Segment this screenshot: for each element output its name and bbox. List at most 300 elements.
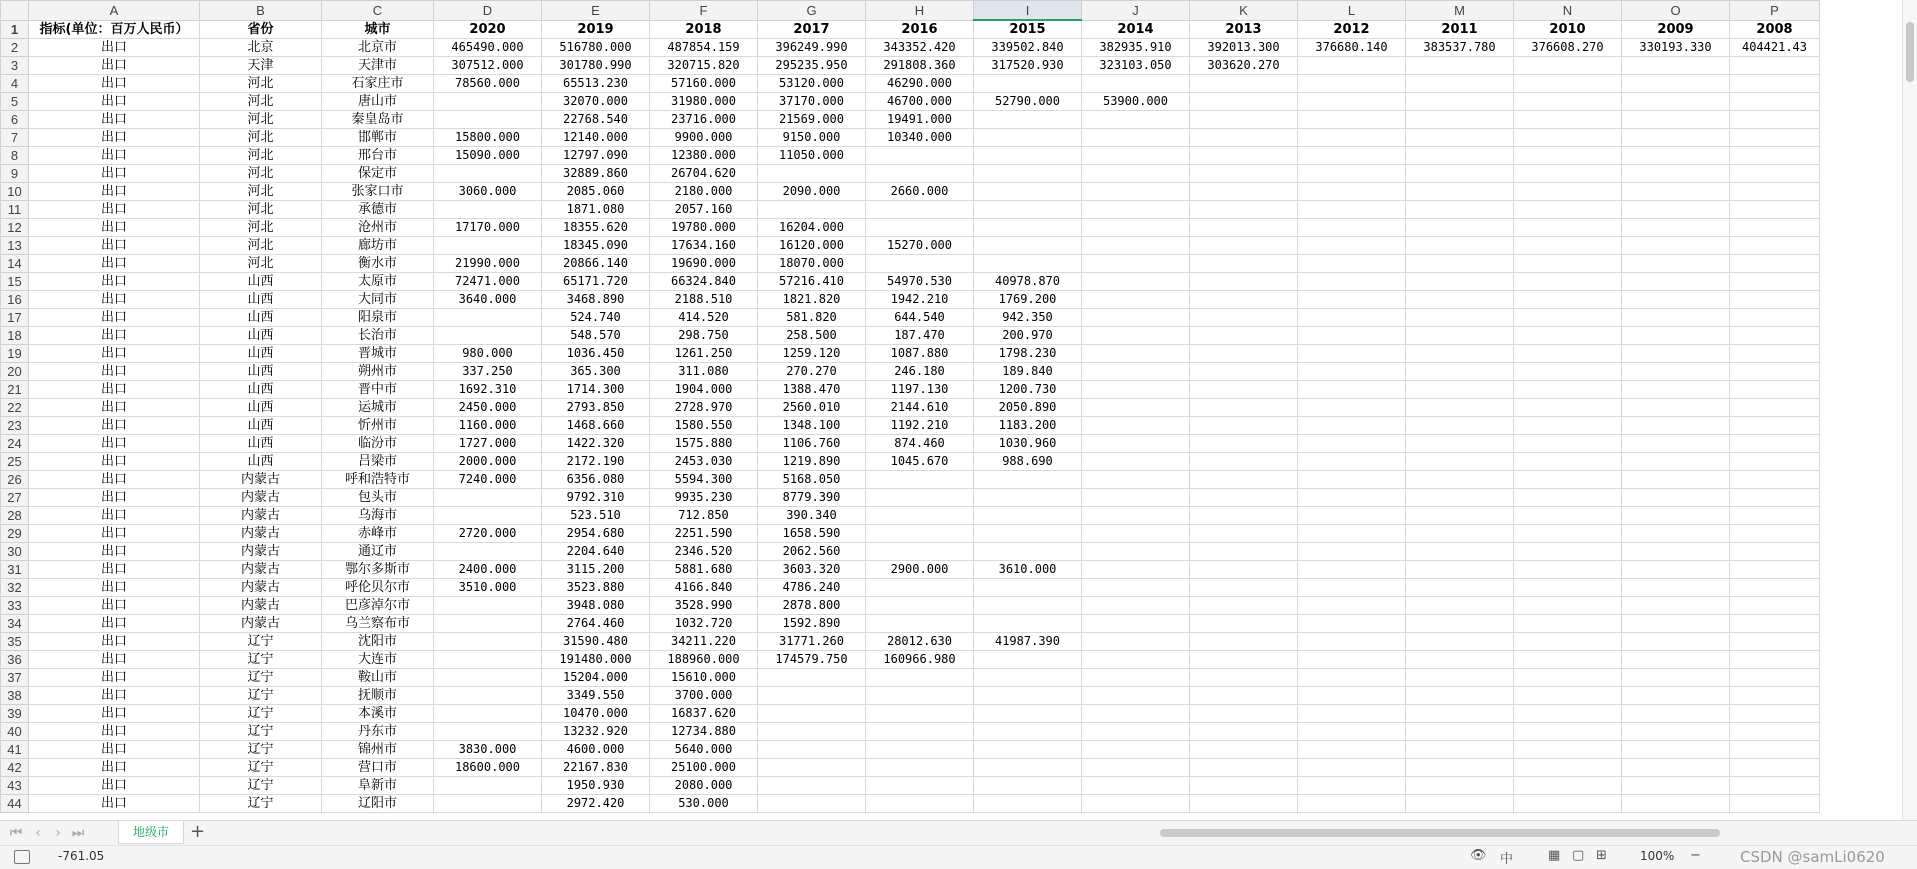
cell-m43[interactable] bbox=[1406, 777, 1514, 795]
cell-n14[interactable] bbox=[1514, 255, 1622, 273]
cell-e34[interactable]: 2764.460 bbox=[542, 615, 650, 633]
cell-a30[interactable]: 出口 bbox=[29, 543, 200, 561]
cell-o15[interactable] bbox=[1622, 273, 1730, 291]
cell-j5[interactable]: 53900.000 bbox=[1082, 93, 1190, 111]
cell-m28[interactable] bbox=[1406, 507, 1514, 525]
cell-p40[interactable] bbox=[1730, 723, 1820, 741]
cell-p1[interactable]: 2008 bbox=[1730, 20, 1820, 39]
cell-g1[interactable]: 2017 bbox=[758, 20, 866, 39]
cell-e29[interactable]: 2954.680 bbox=[542, 525, 650, 543]
cell-c2[interactable]: 北京市 bbox=[322, 39, 434, 57]
cell-d20[interactable]: 337.250 bbox=[434, 363, 542, 381]
cell-k44[interactable] bbox=[1190, 795, 1298, 813]
cell-o18[interactable] bbox=[1622, 327, 1730, 345]
cell-l6[interactable] bbox=[1298, 111, 1406, 129]
cell-o37[interactable] bbox=[1622, 669, 1730, 687]
cell-g30[interactable]: 2062.560 bbox=[758, 543, 866, 561]
cell-f36[interactable]: 188960.000 bbox=[650, 651, 758, 669]
cell-p34[interactable] bbox=[1730, 615, 1820, 633]
cell-g17[interactable]: 581.820 bbox=[758, 309, 866, 327]
cell-l30[interactable] bbox=[1298, 543, 1406, 561]
cell-e9[interactable]: 32889.860 bbox=[542, 165, 650, 183]
cell-m36[interactable] bbox=[1406, 651, 1514, 669]
cell-g25[interactable]: 1219.890 bbox=[758, 453, 866, 471]
cell-h21[interactable]: 1197.130 bbox=[866, 381, 974, 399]
cell-m32[interactable] bbox=[1406, 579, 1514, 597]
cell-j24[interactable] bbox=[1082, 435, 1190, 453]
cell-o17[interactable] bbox=[1622, 309, 1730, 327]
cell-e20[interactable]: 365.300 bbox=[542, 363, 650, 381]
cell-k12[interactable] bbox=[1190, 219, 1298, 237]
cell-f22[interactable]: 2728.970 bbox=[650, 399, 758, 417]
add-sheet-icon[interactable]: + bbox=[190, 821, 206, 842]
cell-h42[interactable] bbox=[866, 759, 974, 777]
cell-k24[interactable] bbox=[1190, 435, 1298, 453]
cell-o1[interactable]: 2009 bbox=[1622, 20, 1730, 39]
cell-a19[interactable]: 出口 bbox=[29, 345, 200, 363]
cell-g41[interactable] bbox=[758, 741, 866, 759]
cell-h5[interactable]: 46700.000 bbox=[866, 93, 974, 111]
zoom-level[interactable]: 100% bbox=[1640, 849, 1675, 863]
cell-a10[interactable]: 出口 bbox=[29, 183, 200, 201]
row-number[interactable]: 23 bbox=[1, 417, 29, 435]
cell-f24[interactable]: 1575.880 bbox=[650, 435, 758, 453]
cell-e8[interactable]: 12797.090 bbox=[542, 147, 650, 165]
cell-b16[interactable]: 山西 bbox=[200, 291, 322, 309]
cell-g35[interactable]: 31771.260 bbox=[758, 633, 866, 651]
cell-j34[interactable] bbox=[1082, 615, 1190, 633]
cell-g42[interactable] bbox=[758, 759, 866, 777]
cell-h16[interactable]: 1942.210 bbox=[866, 291, 974, 309]
cell-e39[interactable]: 10470.000 bbox=[542, 705, 650, 723]
cell-g38[interactable] bbox=[758, 687, 866, 705]
cell-i20[interactable]: 189.840 bbox=[974, 363, 1082, 381]
cell-k6[interactable] bbox=[1190, 111, 1298, 129]
cell-l34[interactable] bbox=[1298, 615, 1406, 633]
cell-a1[interactable]: 指标(单位：百万人民币） bbox=[29, 20, 200, 39]
cell-j8[interactable] bbox=[1082, 147, 1190, 165]
cell-b32[interactable]: 内蒙古 bbox=[200, 579, 322, 597]
column-header-g[interactable]: G bbox=[758, 1, 866, 21]
cell-f15[interactable]: 66324.840 bbox=[650, 273, 758, 291]
cell-n17[interactable] bbox=[1514, 309, 1622, 327]
cell-m27[interactable] bbox=[1406, 489, 1514, 507]
cell-k7[interactable] bbox=[1190, 129, 1298, 147]
cell-l33[interactable] bbox=[1298, 597, 1406, 615]
cell-o11[interactable] bbox=[1622, 201, 1730, 219]
cell-j39[interactable] bbox=[1082, 705, 1190, 723]
cell-o35[interactable] bbox=[1622, 633, 1730, 651]
cell-a26[interactable]: 出口 bbox=[29, 471, 200, 489]
cell-g23[interactable]: 1348.100 bbox=[758, 417, 866, 435]
cell-a17[interactable]: 出口 bbox=[29, 309, 200, 327]
cell-m41[interactable] bbox=[1406, 741, 1514, 759]
row-number[interactable]: 3 bbox=[1, 57, 29, 75]
cell-o31[interactable] bbox=[1622, 561, 1730, 579]
cell-g3[interactable]: 295235.950 bbox=[758, 57, 866, 75]
cell-n12[interactable] bbox=[1514, 219, 1622, 237]
cell-p11[interactable] bbox=[1730, 201, 1820, 219]
cell-f6[interactable]: 23716.000 bbox=[650, 111, 758, 129]
cell-a27[interactable]: 出口 bbox=[29, 489, 200, 507]
cell-o4[interactable] bbox=[1622, 75, 1730, 93]
cell-i34[interactable] bbox=[974, 615, 1082, 633]
cell-p38[interactable] bbox=[1730, 687, 1820, 705]
cell-g14[interactable]: 18070.000 bbox=[758, 255, 866, 273]
cell-a12[interactable]: 出口 bbox=[29, 219, 200, 237]
cell-f18[interactable]: 298.750 bbox=[650, 327, 758, 345]
cell-p31[interactable] bbox=[1730, 561, 1820, 579]
cell-a32[interactable]: 出口 bbox=[29, 579, 200, 597]
cell-i12[interactable] bbox=[974, 219, 1082, 237]
cell-g36[interactable]: 174579.750 bbox=[758, 651, 866, 669]
cell-b20[interactable]: 山西 bbox=[200, 363, 322, 381]
cell-d5[interactable] bbox=[434, 93, 542, 111]
row-number[interactable]: 36 bbox=[1, 651, 29, 669]
cell-a39[interactable]: 出口 bbox=[29, 705, 200, 723]
cell-j16[interactable] bbox=[1082, 291, 1190, 309]
cell-c15[interactable]: 太原市 bbox=[322, 273, 434, 291]
cell-a4[interactable]: 出口 bbox=[29, 75, 200, 93]
row-number[interactable]: 38 bbox=[1, 687, 29, 705]
cell-g31[interactable]: 3603.320 bbox=[758, 561, 866, 579]
cell-b37[interactable]: 辽宁 bbox=[200, 669, 322, 687]
cell-g43[interactable] bbox=[758, 777, 866, 795]
cell-i31[interactable]: 3610.000 bbox=[974, 561, 1082, 579]
cell-i11[interactable] bbox=[974, 201, 1082, 219]
cell-b40[interactable]: 辽宁 bbox=[200, 723, 322, 741]
cell-g5[interactable]: 37170.000 bbox=[758, 93, 866, 111]
cell-g26[interactable]: 5168.050 bbox=[758, 471, 866, 489]
row-number[interactable]: 10 bbox=[1, 183, 29, 201]
cell-m44[interactable] bbox=[1406, 795, 1514, 813]
cell-k40[interactable] bbox=[1190, 723, 1298, 741]
cell-m33[interactable] bbox=[1406, 597, 1514, 615]
cell-n9[interactable] bbox=[1514, 165, 1622, 183]
cell-l9[interactable] bbox=[1298, 165, 1406, 183]
cell-d7[interactable]: 15800.000 bbox=[434, 129, 542, 147]
cell-d8[interactable]: 15090.000 bbox=[434, 147, 542, 165]
cell-k31[interactable] bbox=[1190, 561, 1298, 579]
cell-b25[interactable]: 山西 bbox=[200, 453, 322, 471]
cell-m23[interactable] bbox=[1406, 417, 1514, 435]
cell-n16[interactable] bbox=[1514, 291, 1622, 309]
cell-b39[interactable]: 辽宁 bbox=[200, 705, 322, 723]
cell-p30[interactable] bbox=[1730, 543, 1820, 561]
cell-b15[interactable]: 山西 bbox=[200, 273, 322, 291]
cell-f30[interactable]: 2346.520 bbox=[650, 543, 758, 561]
cell-n32[interactable] bbox=[1514, 579, 1622, 597]
cell-k41[interactable] bbox=[1190, 741, 1298, 759]
cell-d16[interactable]: 3640.000 bbox=[434, 291, 542, 309]
cell-m22[interactable] bbox=[1406, 399, 1514, 417]
cell-g4[interactable]: 53120.000 bbox=[758, 75, 866, 93]
cell-c1[interactable]: 城市 bbox=[322, 20, 434, 39]
cell-h12[interactable] bbox=[866, 219, 974, 237]
cell-c4[interactable]: 石家庄市 bbox=[322, 75, 434, 93]
cell-b3[interactable]: 天津 bbox=[200, 57, 322, 75]
cell-g33[interactable]: 2878.800 bbox=[758, 597, 866, 615]
cell-f9[interactable]: 26704.620 bbox=[650, 165, 758, 183]
cell-l24[interactable] bbox=[1298, 435, 1406, 453]
cell-m4[interactable] bbox=[1406, 75, 1514, 93]
row-number[interactable]: 1 bbox=[1, 20, 29, 39]
cell-p2[interactable]: 404421.43 bbox=[1730, 39, 1820, 57]
cell-m7[interactable] bbox=[1406, 129, 1514, 147]
cell-e22[interactable]: 2793.850 bbox=[542, 399, 650, 417]
cell-h25[interactable]: 1045.670 bbox=[866, 453, 974, 471]
cell-i18[interactable]: 200.970 bbox=[974, 327, 1082, 345]
cell-f12[interactable]: 19780.000 bbox=[650, 219, 758, 237]
cell-k8[interactable] bbox=[1190, 147, 1298, 165]
cell-c9[interactable]: 保定市 bbox=[322, 165, 434, 183]
cell-l8[interactable] bbox=[1298, 147, 1406, 165]
cell-c39[interactable]: 本溪市 bbox=[322, 705, 434, 723]
cell-k20[interactable] bbox=[1190, 363, 1298, 381]
row-number[interactable]: 42 bbox=[1, 759, 29, 777]
cell-j23[interactable] bbox=[1082, 417, 1190, 435]
cell-g44[interactable] bbox=[758, 795, 866, 813]
cell-a11[interactable]: 出口 bbox=[29, 201, 200, 219]
cell-l21[interactable] bbox=[1298, 381, 1406, 399]
cell-c37[interactable]: 鞍山市 bbox=[322, 669, 434, 687]
cell-n18[interactable] bbox=[1514, 327, 1622, 345]
cell-d9[interactable] bbox=[434, 165, 542, 183]
cell-e38[interactable]: 3349.550 bbox=[542, 687, 650, 705]
cell-n31[interactable] bbox=[1514, 561, 1622, 579]
cell-a14[interactable]: 出口 bbox=[29, 255, 200, 273]
cell-h41[interactable] bbox=[866, 741, 974, 759]
cell-h24[interactable]: 874.460 bbox=[866, 435, 974, 453]
cell-d30[interactable] bbox=[434, 543, 542, 561]
cell-l18[interactable] bbox=[1298, 327, 1406, 345]
cell-l39[interactable] bbox=[1298, 705, 1406, 723]
cell-k30[interactable] bbox=[1190, 543, 1298, 561]
cell-i22[interactable]: 2050.890 bbox=[974, 399, 1082, 417]
cell-m5[interactable] bbox=[1406, 93, 1514, 111]
cell-h40[interactable] bbox=[866, 723, 974, 741]
cell-l31[interactable] bbox=[1298, 561, 1406, 579]
cell-p13[interactable] bbox=[1730, 237, 1820, 255]
cell-b9[interactable]: 河北 bbox=[200, 165, 322, 183]
cell-n39[interactable] bbox=[1514, 705, 1622, 723]
row-number[interactable]: 17 bbox=[1, 309, 29, 327]
cell-e37[interactable]: 15204.000 bbox=[542, 669, 650, 687]
cell-e12[interactable]: 18355.620 bbox=[542, 219, 650, 237]
cell-k26[interactable] bbox=[1190, 471, 1298, 489]
cell-g15[interactable]: 57216.410 bbox=[758, 273, 866, 291]
cell-d6[interactable] bbox=[434, 111, 542, 129]
cell-p3[interactable] bbox=[1730, 57, 1820, 75]
cell-l2[interactable]: 376680.140 bbox=[1298, 39, 1406, 57]
cell-f43[interactable]: 2080.000 bbox=[650, 777, 758, 795]
cell-c25[interactable]: 吕梁市 bbox=[322, 453, 434, 471]
cell-n30[interactable] bbox=[1514, 543, 1622, 561]
cell-m10[interactable] bbox=[1406, 183, 1514, 201]
row-number[interactable]: 27 bbox=[1, 489, 29, 507]
select-all-corner[interactable] bbox=[1, 1, 29, 21]
cell-i27[interactable] bbox=[974, 489, 1082, 507]
cell-m18[interactable] bbox=[1406, 327, 1514, 345]
cell-c38[interactable]: 抚顺市 bbox=[322, 687, 434, 705]
cell-g22[interactable]: 2560.010 bbox=[758, 399, 866, 417]
cell-e28[interactable]: 523.510 bbox=[542, 507, 650, 525]
cell-c19[interactable]: 晋城市 bbox=[322, 345, 434, 363]
cell-m13[interactable] bbox=[1406, 237, 1514, 255]
cell-c35[interactable]: 沈阳市 bbox=[322, 633, 434, 651]
cell-f38[interactable]: 3700.000 bbox=[650, 687, 758, 705]
cell-c44[interactable]: 辽阳市 bbox=[322, 795, 434, 813]
cell-p26[interactable] bbox=[1730, 471, 1820, 489]
cell-a25[interactable]: 出口 bbox=[29, 453, 200, 471]
cell-h35[interactable]: 28012.630 bbox=[866, 633, 974, 651]
cell-i32[interactable] bbox=[974, 579, 1082, 597]
cell-k11[interactable] bbox=[1190, 201, 1298, 219]
row-number[interactable]: 33 bbox=[1, 597, 29, 615]
cell-o9[interactable] bbox=[1622, 165, 1730, 183]
cell-m38[interactable] bbox=[1406, 687, 1514, 705]
cell-f35[interactable]: 34211.220 bbox=[650, 633, 758, 651]
cell-n35[interactable] bbox=[1514, 633, 1622, 651]
cell-p9[interactable] bbox=[1730, 165, 1820, 183]
cell-h32[interactable] bbox=[866, 579, 974, 597]
cell-m19[interactable] bbox=[1406, 345, 1514, 363]
cell-o39[interactable] bbox=[1622, 705, 1730, 723]
cell-l15[interactable] bbox=[1298, 273, 1406, 291]
cell-b21[interactable]: 山西 bbox=[200, 381, 322, 399]
cell-l25[interactable] bbox=[1298, 453, 1406, 471]
cell-a20[interactable]: 出口 bbox=[29, 363, 200, 381]
cell-o33[interactable] bbox=[1622, 597, 1730, 615]
next-sheet-icon[interactable]: › bbox=[55, 825, 61, 841]
cell-l14[interactable] bbox=[1298, 255, 1406, 273]
cell-e15[interactable]: 65171.720 bbox=[542, 273, 650, 291]
row-number[interactable]: 21 bbox=[1, 381, 29, 399]
row-number[interactable]: 13 bbox=[1, 237, 29, 255]
cell-e14[interactable]: 20866.140 bbox=[542, 255, 650, 273]
cell-a40[interactable]: 出口 bbox=[29, 723, 200, 741]
cell-l1[interactable]: 2012 bbox=[1298, 20, 1406, 39]
cell-h9[interactable] bbox=[866, 165, 974, 183]
cell-i25[interactable]: 988.690 bbox=[974, 453, 1082, 471]
column-header-j[interactable]: J bbox=[1082, 1, 1190, 21]
cell-k4[interactable] bbox=[1190, 75, 1298, 93]
cell-l13[interactable] bbox=[1298, 237, 1406, 255]
cell-j31[interactable] bbox=[1082, 561, 1190, 579]
cell-c5[interactable]: 唐山市 bbox=[322, 93, 434, 111]
cell-h8[interactable] bbox=[866, 147, 974, 165]
cell-i40[interactable] bbox=[974, 723, 1082, 741]
row-number[interactable]: 39 bbox=[1, 705, 29, 723]
cell-o16[interactable] bbox=[1622, 291, 1730, 309]
cell-i29[interactable] bbox=[974, 525, 1082, 543]
row-number[interactable]: 28 bbox=[1, 507, 29, 525]
cell-o26[interactable] bbox=[1622, 471, 1730, 489]
cell-l44[interactable] bbox=[1298, 795, 1406, 813]
cell-e36[interactable]: 191480.000 bbox=[542, 651, 650, 669]
cell-m37[interactable] bbox=[1406, 669, 1514, 687]
cell-o23[interactable] bbox=[1622, 417, 1730, 435]
cell-d17[interactable] bbox=[434, 309, 542, 327]
cell-b17[interactable]: 山西 bbox=[200, 309, 322, 327]
cell-k39[interactable] bbox=[1190, 705, 1298, 723]
cell-n34[interactable] bbox=[1514, 615, 1622, 633]
cell-f1[interactable]: 2018 bbox=[650, 20, 758, 39]
cell-j1[interactable]: 2014 bbox=[1082, 20, 1190, 39]
cell-p14[interactable] bbox=[1730, 255, 1820, 273]
cell-f16[interactable]: 2188.510 bbox=[650, 291, 758, 309]
row-number[interactable]: 2 bbox=[1, 39, 29, 57]
cell-a15[interactable]: 出口 bbox=[29, 273, 200, 291]
cell-k36[interactable] bbox=[1190, 651, 1298, 669]
cell-f8[interactable]: 12380.000 bbox=[650, 147, 758, 165]
cell-n1[interactable]: 2010 bbox=[1514, 20, 1622, 39]
cell-d39[interactable] bbox=[434, 705, 542, 723]
cell-p23[interactable] bbox=[1730, 417, 1820, 435]
cell-g21[interactable]: 1388.470 bbox=[758, 381, 866, 399]
cell-b26[interactable]: 内蒙古 bbox=[200, 471, 322, 489]
cell-e6[interactable]: 22768.540 bbox=[542, 111, 650, 129]
cell-g27[interactable]: 8779.390 bbox=[758, 489, 866, 507]
cell-b5[interactable]: 河北 bbox=[200, 93, 322, 111]
cell-m11[interactable] bbox=[1406, 201, 1514, 219]
cell-k17[interactable] bbox=[1190, 309, 1298, 327]
cell-j33[interactable] bbox=[1082, 597, 1190, 615]
cell-b4[interactable]: 河北 bbox=[200, 75, 322, 93]
cell-n37[interactable] bbox=[1514, 669, 1622, 687]
cell-b27[interactable]: 内蒙古 bbox=[200, 489, 322, 507]
cell-e35[interactable]: 31590.480 bbox=[542, 633, 650, 651]
cell-l35[interactable] bbox=[1298, 633, 1406, 651]
cell-k43[interactable] bbox=[1190, 777, 1298, 795]
cell-h15[interactable]: 54970.530 bbox=[866, 273, 974, 291]
cell-j28[interactable] bbox=[1082, 507, 1190, 525]
cell-c36[interactable]: 大连市 bbox=[322, 651, 434, 669]
cell-o36[interactable] bbox=[1622, 651, 1730, 669]
cell-h7[interactable]: 10340.000 bbox=[866, 129, 974, 147]
column-header-f[interactable]: F bbox=[650, 1, 758, 21]
cell-c3[interactable]: 天津市 bbox=[322, 57, 434, 75]
cell-d43[interactable] bbox=[434, 777, 542, 795]
column-header-o[interactable]: O bbox=[1622, 1, 1730, 21]
horizontal-scrollbar[interactable] bbox=[1145, 827, 1885, 839]
cell-b23[interactable]: 山西 bbox=[200, 417, 322, 435]
cell-p25[interactable] bbox=[1730, 453, 1820, 471]
column-header-p[interactable]: P bbox=[1730, 1, 1820, 21]
column-header-n[interactable]: N bbox=[1514, 1, 1622, 21]
page-break-icon[interactable]: ⊞ bbox=[1596, 848, 1607, 863]
cell-l26[interactable] bbox=[1298, 471, 1406, 489]
cell-g9[interactable] bbox=[758, 165, 866, 183]
cell-b10[interactable]: 河北 bbox=[200, 183, 322, 201]
cell-k16[interactable] bbox=[1190, 291, 1298, 309]
cell-o41[interactable] bbox=[1622, 741, 1730, 759]
cell-p17[interactable] bbox=[1730, 309, 1820, 327]
cell-l40[interactable] bbox=[1298, 723, 1406, 741]
cell-g10[interactable]: 2090.000 bbox=[758, 183, 866, 201]
last-sheet-icon[interactable]: ⏭ bbox=[71, 825, 85, 841]
cell-g16[interactable]: 1821.820 bbox=[758, 291, 866, 309]
cell-d40[interactable] bbox=[434, 723, 542, 741]
cell-p27[interactable] bbox=[1730, 489, 1820, 507]
cell-h20[interactable]: 246.180 bbox=[866, 363, 974, 381]
cell-i1[interactable]: 2015 bbox=[974, 20, 1082, 39]
cell-o30[interactable] bbox=[1622, 543, 1730, 561]
cell-n10[interactable] bbox=[1514, 183, 1622, 201]
cell-c27[interactable]: 包头市 bbox=[322, 489, 434, 507]
cell-m24[interactable] bbox=[1406, 435, 1514, 453]
row-number[interactable]: 11 bbox=[1, 201, 29, 219]
